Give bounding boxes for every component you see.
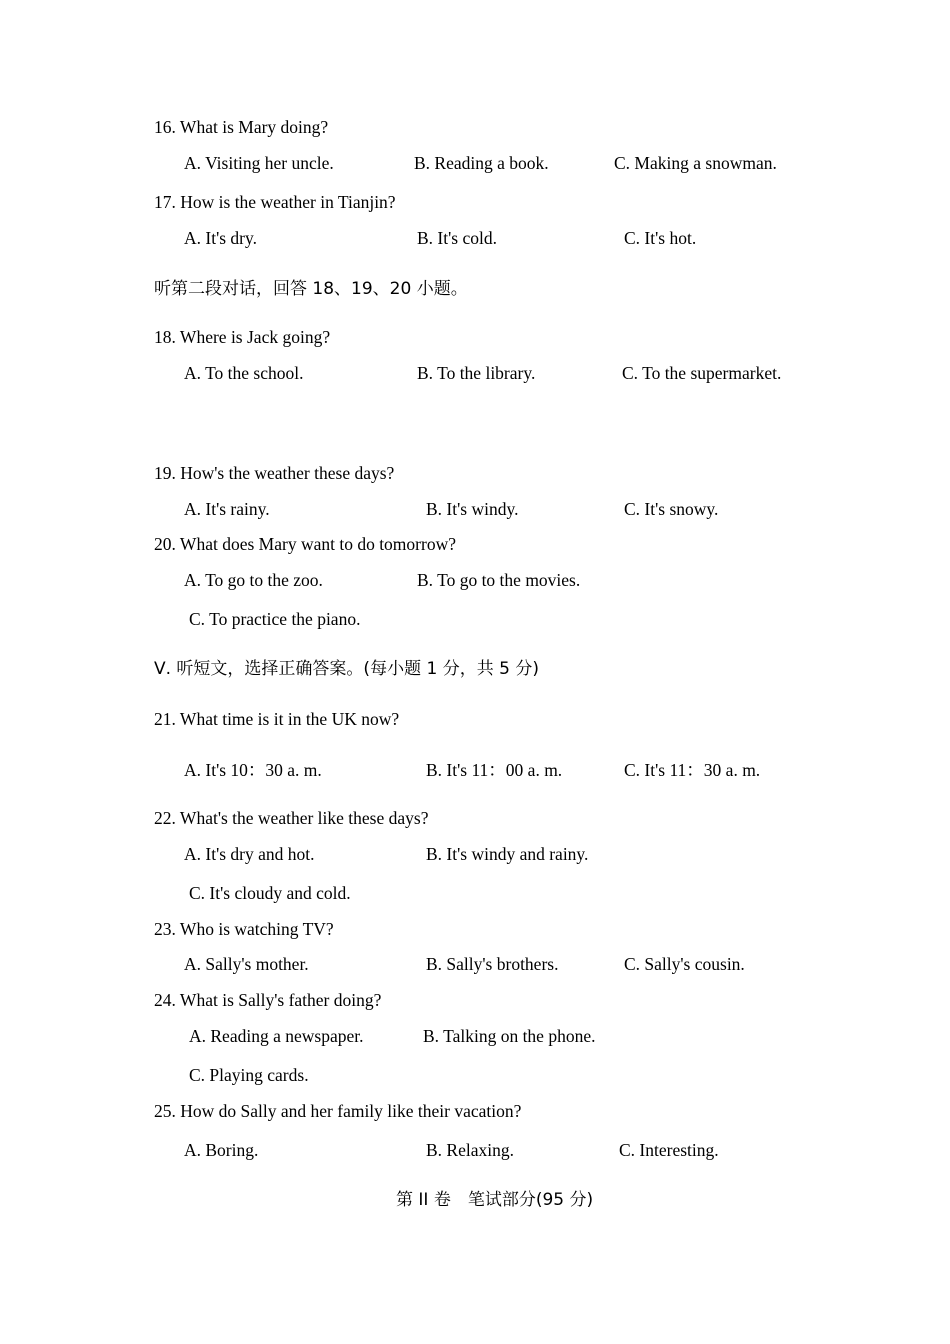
question-17-option-a: A. It's dry. bbox=[184, 228, 257, 248]
question-18-stem: 18. Where is Jack going? bbox=[154, 327, 331, 347]
question-17-option-b: B. It's cold. bbox=[417, 228, 497, 248]
question-25-option-b: B. Relaxing. bbox=[426, 1140, 514, 1160]
question-21-stem: 21. What time is it in the UK now? bbox=[154, 709, 400, 729]
question-23-option-b: B. Sally's brothers. bbox=[426, 954, 559, 974]
question-23-option-a: A. Sally's mother. bbox=[184, 954, 309, 974]
question-20-option-a: A. To go to the zoo. bbox=[184, 570, 323, 590]
question-16-option-c: C. Making a snowman. bbox=[614, 153, 777, 173]
question-24-option-b: B. Talking on the phone. bbox=[423, 1026, 596, 1046]
question-24-option-c: C. Playing cards. bbox=[189, 1065, 309, 1085]
question-21-option-b: B. It's 11：00 a. m. bbox=[426, 760, 563, 780]
question-17-option-c: C. It's hot. bbox=[624, 228, 697, 248]
question-18-option-c: C. To the supermarket. bbox=[622, 363, 782, 383]
question-16-option-b: B. Reading a book. bbox=[414, 153, 549, 173]
question-20-option-c: C. To practice the piano. bbox=[189, 609, 361, 629]
question-23-stem: 23. Who is watching TV? bbox=[154, 919, 334, 939]
question-22-option-b: B. It's windy and rainy. bbox=[426, 844, 589, 864]
question-22-stem: 22. What's the weather like these days? bbox=[154, 808, 429, 828]
question-25-option-a: A. Boring. bbox=[184, 1140, 259, 1160]
question-24-stem: 24. What is Sally's father doing? bbox=[154, 990, 382, 1010]
question-22-option-a: A. It's dry and hot. bbox=[184, 844, 315, 864]
question-20-stem: 20. What does Mary want to do tomorrow? bbox=[154, 534, 456, 554]
question-21-option-a: A. It's 10：30 a. m. bbox=[184, 760, 322, 780]
question-24-option-a: A. Reading a newspaper. bbox=[189, 1026, 364, 1046]
section-5-heading: Ⅴ. 听短文，选择正确答案。(每小题 1 分，共 5 分) bbox=[154, 659, 539, 679]
question-17-stem: 17. How is the weather in Tianjin? bbox=[154, 192, 396, 212]
question-19-stem: 19. How's the weather these days? bbox=[154, 463, 395, 483]
question-19-option-c: C. It's snowy. bbox=[624, 499, 719, 519]
question-25-stem: 25. How do Sally and her family like their vacation? bbox=[154, 1101, 522, 1121]
question-21-option-c: C. It's 11：30 a. m. bbox=[624, 760, 761, 780]
question-19-option-a: A. It's rainy. bbox=[184, 499, 270, 519]
question-16-stem: 16. What is Mary doing? bbox=[154, 117, 329, 137]
question-25-option-c: C. Interesting. bbox=[619, 1140, 719, 1160]
part-2-title: 第 II 卷 笔试部分(95 分) bbox=[396, 1190, 594, 1210]
question-18-option-b: B. To the library. bbox=[417, 363, 536, 383]
dialogue-2-instruction: 听第二段对话，回答 18、19、20 小题。 bbox=[154, 279, 468, 299]
question-20-option-b: B. To go to the movies. bbox=[417, 570, 581, 590]
question-23-option-c: C. Sally's cousin. bbox=[624, 954, 745, 974]
question-19-option-b: B. It's windy. bbox=[426, 499, 519, 519]
question-18-option-a: A. To the school. bbox=[184, 363, 304, 383]
question-22-option-c: C. It's cloudy and cold. bbox=[189, 883, 351, 903]
question-16-option-a: A. Visiting her uncle. bbox=[184, 153, 334, 173]
